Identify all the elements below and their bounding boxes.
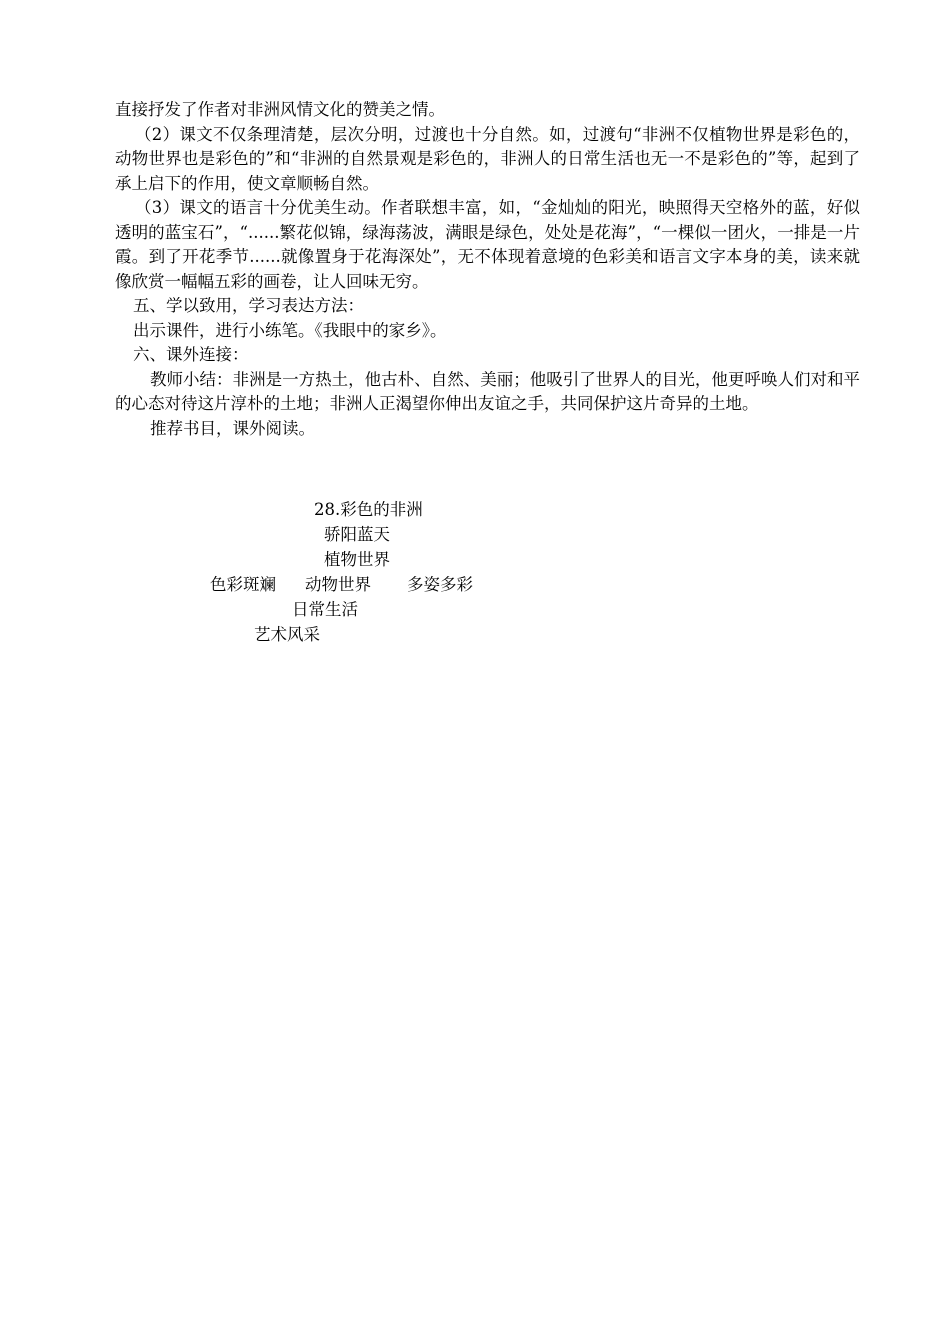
board-left-label: 色彩斑斓 <box>210 575 276 594</box>
board-item-sky: 骄阳蓝天 <box>324 525 390 544</box>
paragraph-recommended-reading: 推荐书目，课外阅读。 <box>150 418 315 438</box>
board-title: 28.彩色的非洲 <box>314 500 423 519</box>
paragraph-language-analysis: （3）课文的语言十分优美生动。作者联想丰富，如，“金灿灿的阳光，映照得天空格外的蓝，好似透明的蓝宝石”，“......繁花似锦，绿海荡波，满眼是绿色，处处是花海”，“一棵似一团火，一排是一片霞。到了开花季节......就像置身于花海深处”，无不体现着意境的色彩美和语言文字本身的美，读来就像欣赏一幅幅五彩的画卷，让人回味无穷。 <box>115 198 860 291</box>
board-item-plants: 植物世界 <box>324 550 390 569</box>
board-item-daily: 日常生活 <box>292 600 358 619</box>
paragraph-conclusion-line: 直接抒发了作者对非洲风情文化的赞美之情。 <box>115 100 445 119</box>
paragraph-transition-analysis: （2）课文不仅条理清楚，层次分明，过渡也十分自然。如，过渡句“非洲不仅植物世界是彩色的，动物世界也是彩色的”和“非洲的自然景观是彩色的，非洲人的日常生活也无一不是彩色的”等，起到了承上启下的作用，使文章顺畅自然。 <box>115 124 860 193</box>
board-right-label: 多姿多彩 <box>407 575 473 594</box>
paragraph-teacher-summary: 教师小结：非洲是一方热土，他古朴、自然、美丽；他吸引了世界人的目光，他更呼唤人们对和平的心态对待这片淳朴的土地；非洲人正渴望你伸出友谊之手，共同保护这片奇异的土地。 <box>115 369 860 413</box>
paragraph-practice: 出示课件，进行小练笔。《我眼中的家乡》。 <box>133 320 447 340</box>
board-item-animals: 动物世界 <box>305 575 371 594</box>
section-heading-extension: 六、课外连接： <box>133 345 249 364</box>
section-heading-apply: 五、学以致用，学习表达方法： <box>133 296 364 315</box>
board-item-art: 艺术风采 <box>254 625 320 644</box>
